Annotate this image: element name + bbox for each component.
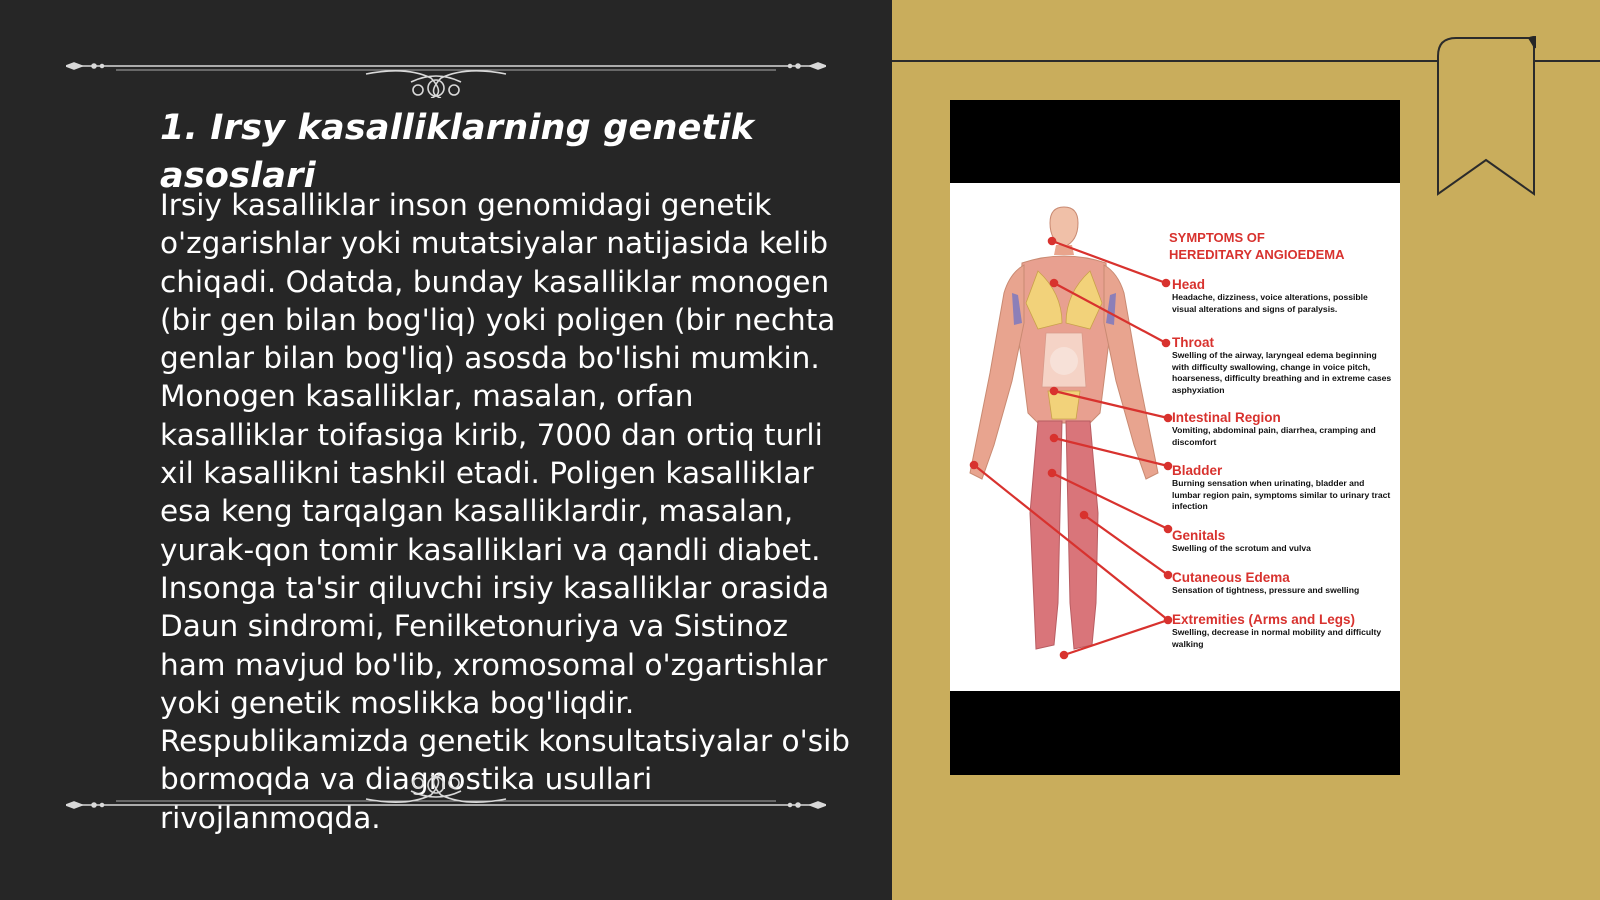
symptom-name: Intestinal Region xyxy=(1172,410,1281,425)
angioedema-figure xyxy=(950,100,1400,775)
symptom-description: Swelling of the scrotum and vulva xyxy=(1172,543,1311,553)
bookmark-icon xyxy=(1436,36,1536,196)
decorative-divider-top xyxy=(66,48,826,98)
symptom-description: Swelling of the airway, laryngeal edema beginning with difficulty swallowing, change in voice pitch, hoarseness, difficulty breathing and in extreme cases asphyxiation xyxy=(1172,350,1392,395)
symptom-bladder xyxy=(1172,463,1394,513)
decorative-divider-bottom xyxy=(66,775,826,825)
symptom-name: Cutaneous Edema xyxy=(1172,570,1290,585)
figure-image-area xyxy=(950,183,1400,691)
symptom-extremities xyxy=(1172,612,1394,650)
symptom-description: Swelling, decrease in normal mobility and difficulty walking xyxy=(1172,627,1382,649)
slide-body-text: Irsiy kasalliklar inson genomidagi genetik o'zgarishlar yoki mutatsiyalar natijasida kelib chiqadi. Odatda, bunday kasalliklar monogen (bir gen bilan bog'liq) yoki poligen (bir nechta genlar bilan bog'liq) asosda bo'lishi mumkin. Monogen kasalliklar, masalan, orfan kasalliklar toifasiga kirib, 7000 dan ortiq turli xil kasallikni tashkil etadi. Poligen kasalliklar esa keng tarqalgan kasalliklardir, masalan, yurak-qon tomir kasalliklari va qandli diabet. Insonga ta'sir qiluvchi irsiy kasalliklar orasida Daun sindromi, Fenilketonuriya va Sistinoz ham mavjud bo'lib, xromosomal o'zgartishlar yoki genetik moslikka bog'liqdir. Respublikamizda genetik konsultatsiyalar o'sib bormoqda va diagnostika usullari rivojlanmoqda. xyxy=(160,188,850,835)
symptom-genitals xyxy=(1172,528,1394,555)
symptom-throat xyxy=(1172,335,1394,396)
slide-title: 1. Irsy kasalliklarning genetik asoslari xyxy=(160,108,755,196)
symptom-name: Genitals xyxy=(1172,528,1226,543)
symptom-cutaneous-edema xyxy=(1172,570,1394,597)
symptom-intestinal-region xyxy=(1172,410,1394,448)
figure-title-line-2: HEREDITARY ANGIOEDEMA xyxy=(1169,247,1345,262)
symptom-head xyxy=(1172,277,1394,315)
figure-title xyxy=(1169,229,1399,263)
symptom-description: Sensation of tightness, pressure and swelling xyxy=(1172,585,1360,595)
symptom-name: Bladder xyxy=(1172,463,1223,478)
symptom-name: Extremities (Arms and Legs) xyxy=(1172,612,1356,627)
figure-title-line-1: SYMPTOMS OF xyxy=(1169,230,1265,245)
anatomy-body-icon xyxy=(970,207,1158,649)
symptom-description: Burning sensation when urinating, bladder and lumbar region pain, symptoms similar to urinary tract infection xyxy=(1172,478,1391,511)
symptom-description: Headache, dizziness, voice alterations, possible visual alterations and signs of paralysis. xyxy=(1172,292,1368,314)
symptom-description: Vomiting, abdominal pain, diarrhea, cramping and discomfort xyxy=(1172,425,1376,447)
symptom-name: Throat xyxy=(1172,335,1214,350)
symptom-name: Head xyxy=(1172,277,1206,292)
